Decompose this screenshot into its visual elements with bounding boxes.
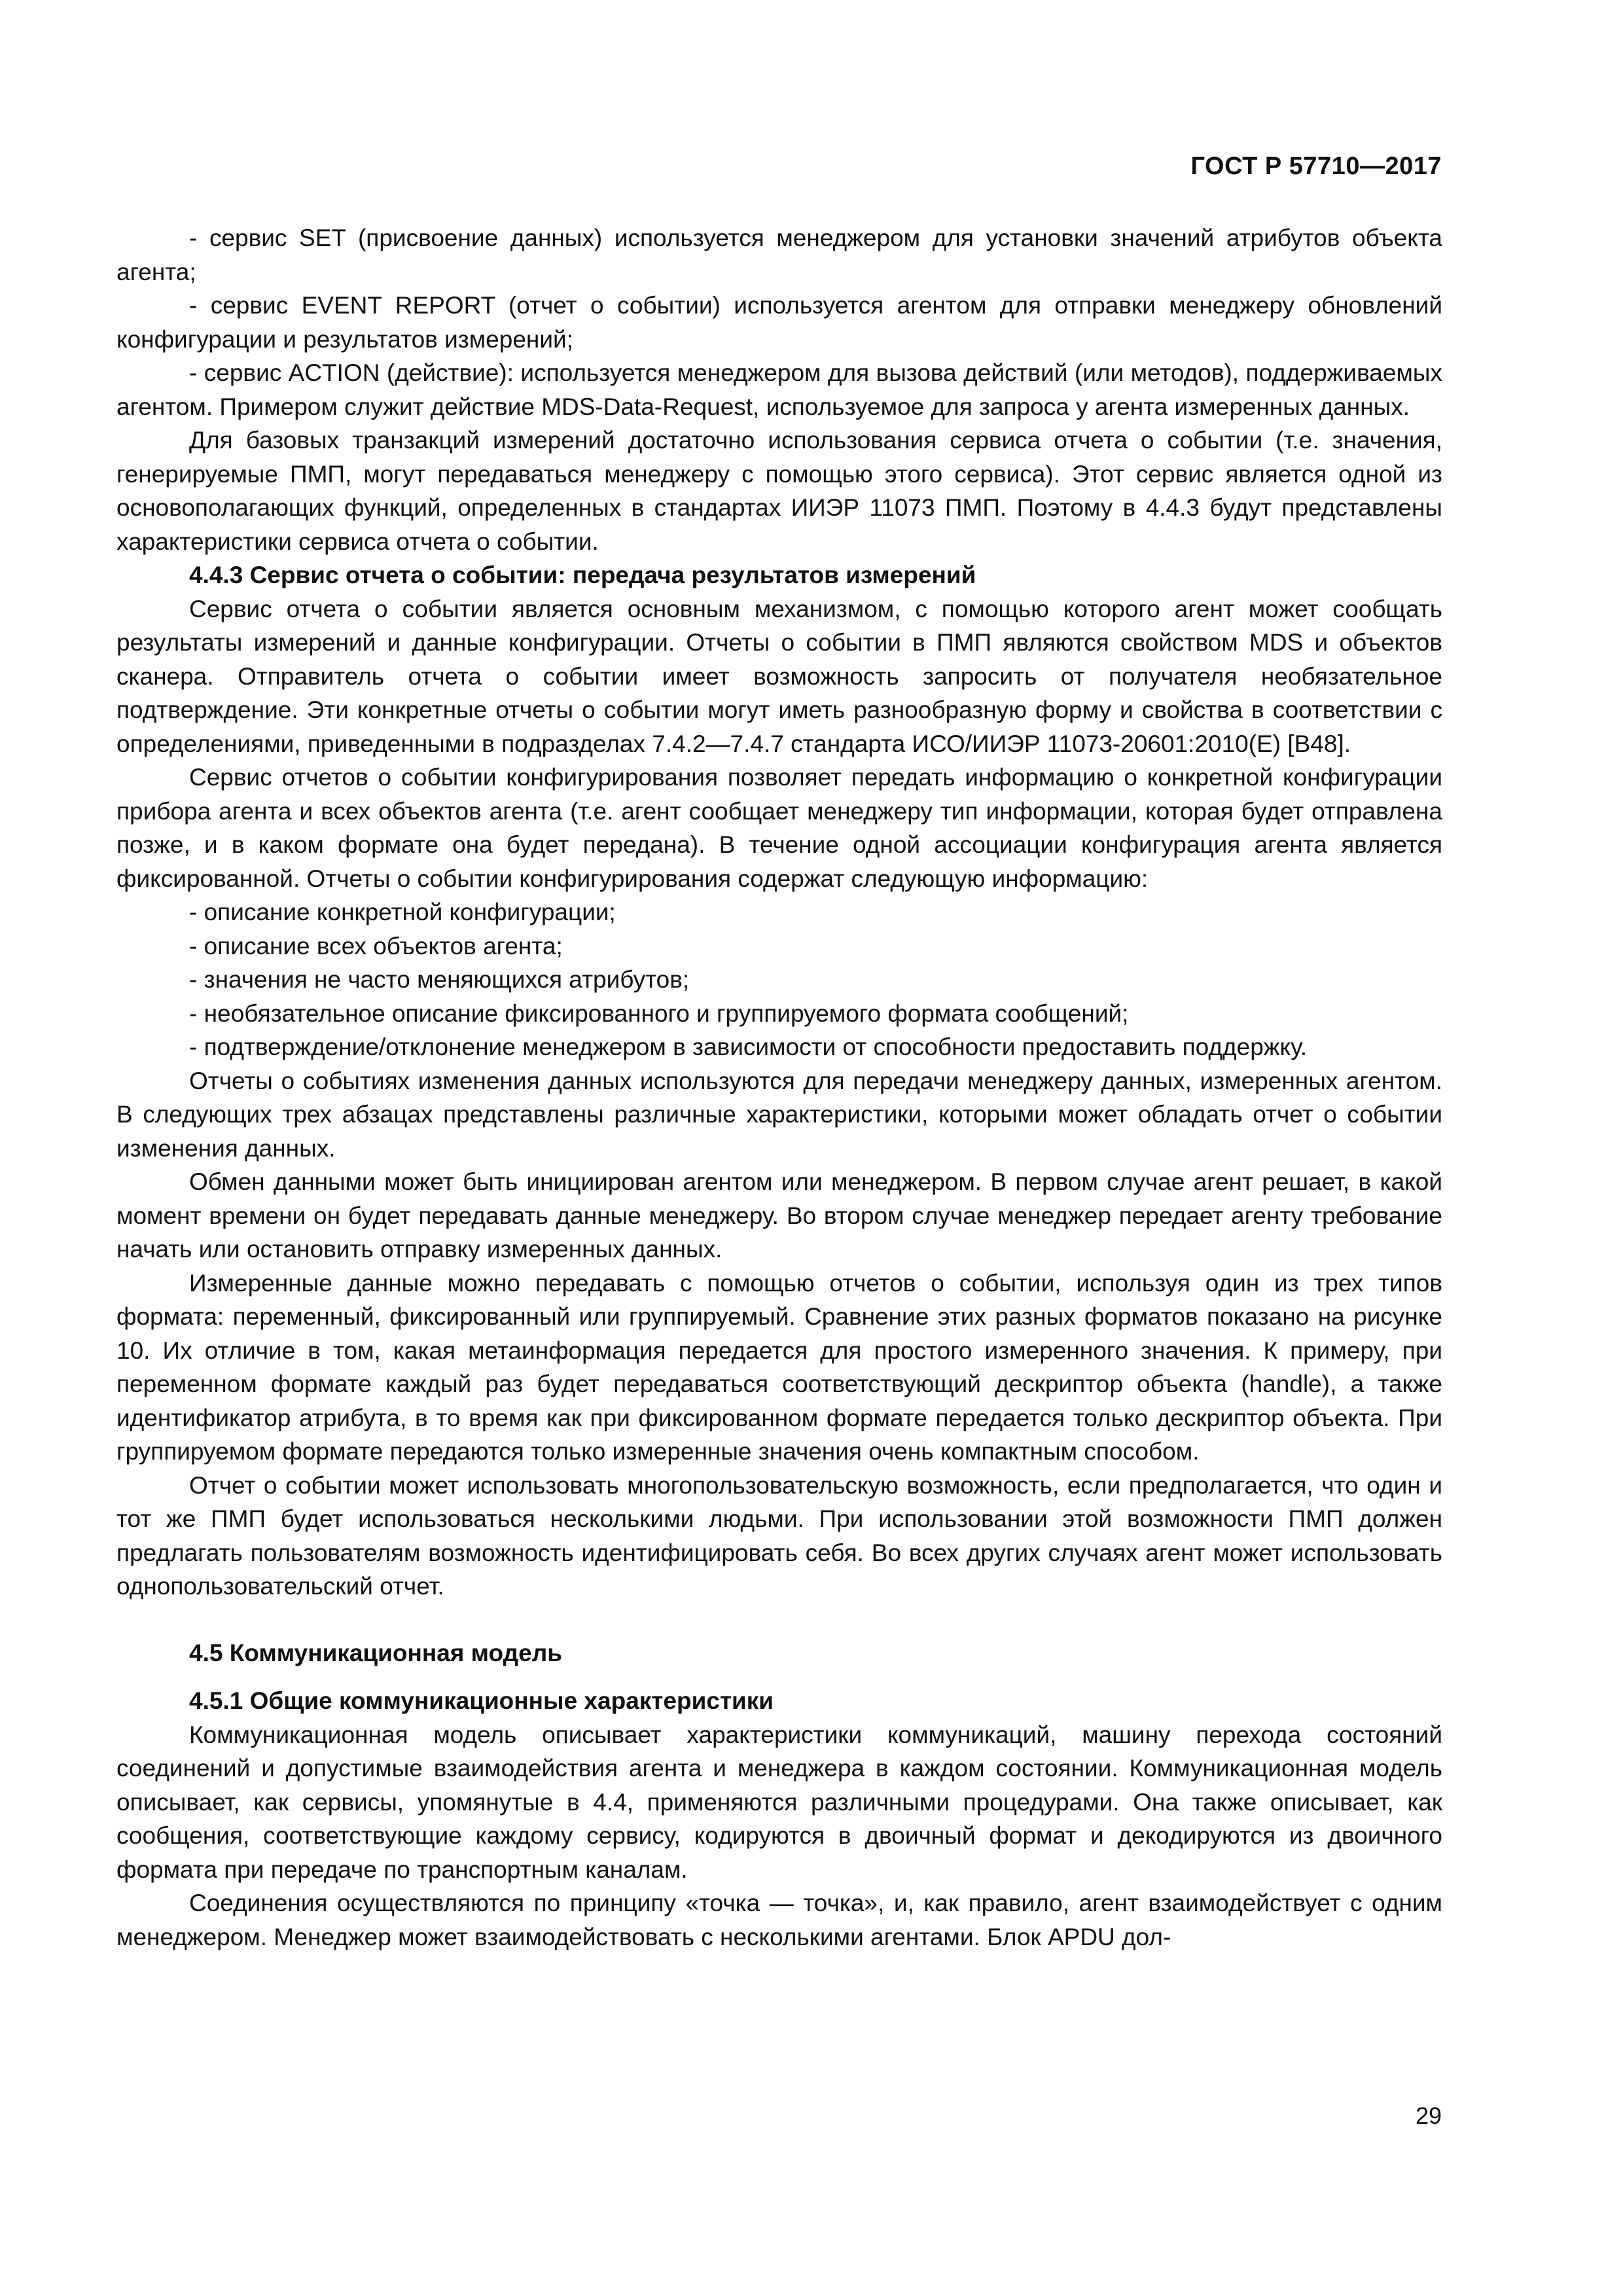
paragraph-action-service: - сервис ACTION (действие): используется менеджером для вызова действий (или методов), поддерживаемых агентом. Примером служит действие MDS-Data-Request, используемое для запроса у агента измеренных данных.: [116, 359, 1442, 420]
paragraph-point-to-point: Соединения осуществляются по принципу «точка — точка», и, как правило, агент взаимодействует с одним менеджером. Менеджер может взаимодействовать с несколькими агентами. Блок APDU дол-: [116, 1890, 1442, 1950]
paragraph-event-report-service: - сервис EVENT REPORT (отчет о событии) используется агентом для отправки менеджеру обновлений конфигурации и результатов измерений;: [116, 292, 1442, 353]
paragraph-event-report-mechanism: Сервис отчета о событии является основным механизмом, с помощью которого агент может сообщать результаты измерений и данные конфигурации. Отчеты о событии в ПМП являются свойством MDS и объектов сканера. Отправитель отчета о событии имеет возможность запросить от получателя необязательное подтверждение. Эти конкретные отчеты о событии могут иметь разнообразную форму и свойства в соответствии с определениями, приведенными в подразделах 7.4.2—7.4.7 стандарта ИСО/ИИЭР 11073-20601:2010(E) [B48].: [116, 595, 1442, 757]
paragraph-data-exchange: Обмен данными может быть инициирован агентом или менеджером. В первом случае агент решает, в какой момент времени он будет передавать данные менеджеру. Во втором случае менеджер передает агенту требование начать или остановить отправку измеренных данных.: [116, 1168, 1442, 1263]
list-item: - описание всех объектов агента;: [189, 932, 563, 960]
list-item: - необязательное описание фиксированного и группируемого формата сообщений;: [189, 999, 1129, 1027]
paragraph-format-types: Измеренные данные можно передавать с помощью отчетов о событии, используя один из трех типов формата: переменный, фиксированный или группируемый. Сравнение этих разных форматов показано на рисунке 10. Их отличие в том, какая метаинформация передается для простого измеренного значения. К примеру, при переменном формате каждый раз будет передаваться соответствующий дескриптор объекта (handle), а также идентификатор атрибута, в то время как при фиксированном формате передается только дескриптор объекта. При группируемом формате передаются только измеренные значения очень компактным способом.: [116, 1269, 1442, 1465]
paragraph-configuration-report: Сервис отчетов о событии конфигурирования позволяет передать информацию о конкретной конфигурации прибора агента и всех объектов агента (т.е. агент сообщает менеджеру тип информации, которая будет отправлена позже, и в каком формате она будет передана). В течение одной ассоциации конфигурация агента является фиксированной. Отчеты о событии конфигурирования содержат следующую информацию:: [116, 764, 1442, 892]
paragraph-data-change-reports: Отчеты о событиях изменения данных используются для передачи менеджеру данных, измеренных агентом. В следующих трех абзацах представлены различные характеристики, которыми может обладать отчет о событии изменения данных.: [116, 1067, 1442, 1162]
section-heading-4-5: 4.5 Коммуникационная модель: [189, 1639, 562, 1666]
document-code: ГОСТ Р 57710—2017: [1190, 152, 1442, 180]
section-heading-4-5-1: 4.5.1 Общие коммуникационные характеристики: [189, 1687, 774, 1714]
section-heading-4-4-3: 4.4.3 Сервис отчета о событии: передача результатов измерений: [189, 562, 976, 588]
document-body: [116, 221, 1442, 1954]
list-item: - значения не часто меняющихся атрибутов;: [189, 966, 690, 993]
list-item: - подтверждение/отклонение менеджером в зависимости от способности предоставить поддержку.: [189, 1033, 1308, 1060]
paragraph-basic-transactions: Для базовых транзакций измерений достаточно использования сервиса отчета о событии (т.е. значения, генерируемые ПМП, могут передаваться менеджеру с помощью этого сервиса). Этот сервис является одной из основополагающих функций, определенных в стандартах ИИЭР 11073 ПМП. Поэтому в 4.4.3 будут представлены характеристики сервиса отчета о событии.: [116, 427, 1442, 555]
paragraph-communication-model: Коммуникационная модель описывает характеристики коммуникаций, машину перехода состояний соединений и допустимые взаимодействия агента и менеджера в каждом состоянии. Коммуникационная модель описывает, как сервисы, упомянутые в 4.4, применяются различными процедурами. Она также описывает, как сообщения, соответствующие каждому сервису, кодируются в двоичный формат и декодируются из двоичного формата при передаче по транспортным каналам.: [116, 1721, 1442, 1883]
paragraph-multi-user: Отчет о событии может использовать многопользовательскую возможность, если предполагается, что один и тот же ПМП будет использоваться несколькими людьми. При использовании этой возможности ПМП должен предлагать пользователям возможность идентифицировать себя. Во всех других случаях агент может использовать однопользовательский отчет.: [116, 1471, 1442, 1600]
list-item: - описание конкретной конфигурации;: [189, 899, 616, 925]
page-number: 29: [1415, 2102, 1442, 2129]
paragraph-set-service: - сервис SET (присвоение данных) используется менеджером для установки значений атрибутов объекта агента;: [116, 224, 1442, 285]
